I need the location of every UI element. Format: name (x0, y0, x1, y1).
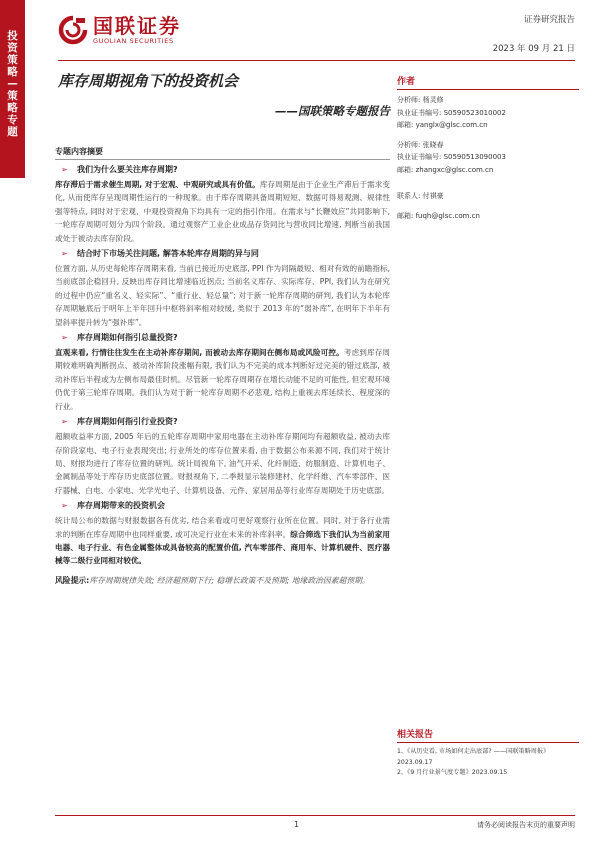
header-divider (58, 60, 575, 61)
summary-point-heading (61, 415, 390, 428)
related-reports (397, 727, 579, 779)
side-band (0, 0, 25, 178)
footer-disclaimer: 请务必阅读报告末页的重要声明 (477, 821, 575, 829)
summary-paragraph (55, 430, 390, 497)
related-header: 相关报告 (397, 727, 579, 743)
summary-paragraph (55, 514, 390, 568)
side-band-text: 投 资 策 略 — 策 略 专 题 (7, 30, 18, 138)
summary-paragraph (55, 178, 390, 245)
summary-text: 位置方面, 从历史每轮库存周期来看, 当前已接近历史底部, PPI 作为同隔最短、相对有效的前瞻指标, 当前底部企稳回升, 反映出库存同比增速临近拐点; 当前名义库存、实际库存、PPI, 我们认为在研究的过程中仍应“重名义、轻实际”、“重行业、轻总量”; 对于新一轮库存周期的研判, 我们认为本轮库存周期触底后于明年上半年回升中枢将斜率相对较缓, 类似于 2013 年的“弱补库”, 在明年下半年有望斜率提升转为“强补库”。 (55, 264, 390, 327)
summary-point-title: 库存周期带来的投资机会 (77, 501, 165, 511)
page-number: 1 (294, 820, 300, 829)
bullet-arrow-icon: ➢ (61, 165, 68, 174)
bullet-arrow-icon: ➢ (61, 249, 68, 259)
summary-paragraph (55, 262, 390, 329)
brand-mark-icon (58, 15, 88, 45)
author-panel (397, 74, 579, 222)
risk-warning (55, 574, 390, 587)
summary-point-heading (61, 163, 390, 176)
analyst-email[interactable]: 邮箱: yanglx@glsc.com.cn (397, 121, 488, 129)
summary-label: 专题内容摘要 (55, 146, 390, 160)
summary-text: 统计局公布的数据与财报数据各有优劣, 结合来看或可更好观察行业所在位置。同时, 对于各行业需求的判断在库存周期中也同样重要, 或可决定行业在未来的补库斜率。 (55, 516, 390, 539)
summary-point-title: 库存周期如何指引总量投资? (77, 333, 178, 343)
related-report-link[interactable]: 1、《从历史看, 市场如何走出底部? ——国联策略周报》2023.09.17 (397, 748, 550, 766)
page-title: 库存周期视角下的投资机会 (58, 72, 239, 90)
bullet-arrow-icon: ➢ (61, 501, 68, 511)
bullet-arrow-icon: ➢ (61, 417, 68, 427)
analyst-name: 分析师: 杨灵修 (397, 96, 444, 104)
analyst-cert: 执业证书编号: S0590523010002 (397, 108, 506, 117)
summary-point-title: 库存周期如何指引行业投资? (77, 417, 178, 427)
summary-point-title: 结合时下市场关注问题, 解答本轮库存周期的异与同 (77, 249, 259, 259)
analyst-email[interactable]: 邮箱: zhangxc@glsc.com.cn (397, 165, 494, 174)
author-header: 作者 (397, 74, 579, 90)
report-type: 证券研究报告 (523, 15, 575, 25)
summary-text: 超额收益率方面, 2005 年后的五轮库存周期中家用电器在主动补库存期间均有超额收益, 被动去库存阶段家电、电子行业表现突出; 行业所处的库存位置来看, 由于数据公布来源不同, 我们对于统计局、财报均进行了库存位置的研判。统计局视角下, 油气开采、化纤制造、纺服制造、计算机电子、金属制品等处于库存历史底部位置。财报视角下, 二季报显示装修建材、化学纤维、汽车零部件、医疗器械、白电、小家电、光学光电子、计算机设备、元件、家居用品等行业库存周期处于历史底部。 (55, 432, 390, 495)
brand-name-en: GUOLIAN SECURITIES (93, 37, 174, 45)
report-date: 2023 年 09 月 21 日 (492, 44, 575, 54)
summary-text: 库存周期是由于企业生产滞后于需求变化, 从而使库存呈现周期性运行的一种现象。由于库存周期具备周期短短、数据可得易观测、规律性强等特点, 同时对于宏观、中观投资视角下均具有一定的指引作用。在需求与“长鞭效应”共同影响下, 一轮库存周期可划分为四个阶段。通过观察产工业企业成品存货同比与营收同比增速, 判断当前我国或处于被动去库存阶段。 (55, 180, 390, 243)
footer-divider (55, 815, 575, 816)
summary-highlight: 库存滞后于需求催生周期, 对于宏观、中观研究或具有价值。 (55, 180, 260, 189)
summary-text: 考虑到库存周期较难明确判断拐点、被动补库阶段涨幅有限, 我们认为不完美的成本判断好过完美的错过底部, 被动补库后半程或为左侧布局最佳时机。尽管新一轮库存周期存在增长动能不足的可能性, 但宏观环境仍优于第三轮库存周期。我们认为对于新一轮库存周期不必悲观, 结构上重视去库延续长、程度深的行业。 (55, 348, 391, 411)
brand-logo (58, 15, 181, 45)
summary-section (55, 146, 390, 587)
analyst-name: 分析师: 张晓春 (397, 140, 444, 149)
page-subtitle: ——国联策略专题报告 (275, 104, 390, 118)
analyst-cert: 执业证书编号: S0590513090003 (397, 153, 506, 161)
risk-text: 库存周期规律失效; 经济超预期下行; 稳增长政策不及预期; 地缘政治因素超预期。 (89, 575, 370, 585)
summary-point-heading (61, 247, 390, 260)
summary-highlight: 综合筛选下我们认为当前家用电器、电子行业、有色金属整体或具备较高的配置价值, 汽车零部件、商用车、计算机硬件、医疗器械等二级行业同相对较优。 (55, 529, 390, 566)
risk-label: 风险提示: (55, 575, 90, 585)
related-report-link[interactable]: 2、《9 月行业景气度专题》2023.09.15 (397, 769, 508, 776)
summary-point-heading (61, 499, 390, 512)
bullet-arrow-icon: ➢ (61, 333, 68, 343)
summary-highlight: 直观来看, 行情往往发生在主动补库存期间, 而被动去库存期间在侧布局或风险可控。 (55, 348, 344, 358)
contact-email[interactable]: 邮箱: fuqh@glsc.com.cn (397, 211, 480, 220)
summary-paragraph (55, 346, 390, 413)
summary-points (55, 163, 390, 568)
summary-point-title: 我们为什么要关注库存周期? (77, 165, 178, 174)
brand-name-cn: 国联证券 (93, 14, 181, 38)
contact-name: 联系人: 付祺豪 (397, 192, 444, 200)
summary-point-heading (61, 331, 390, 344)
